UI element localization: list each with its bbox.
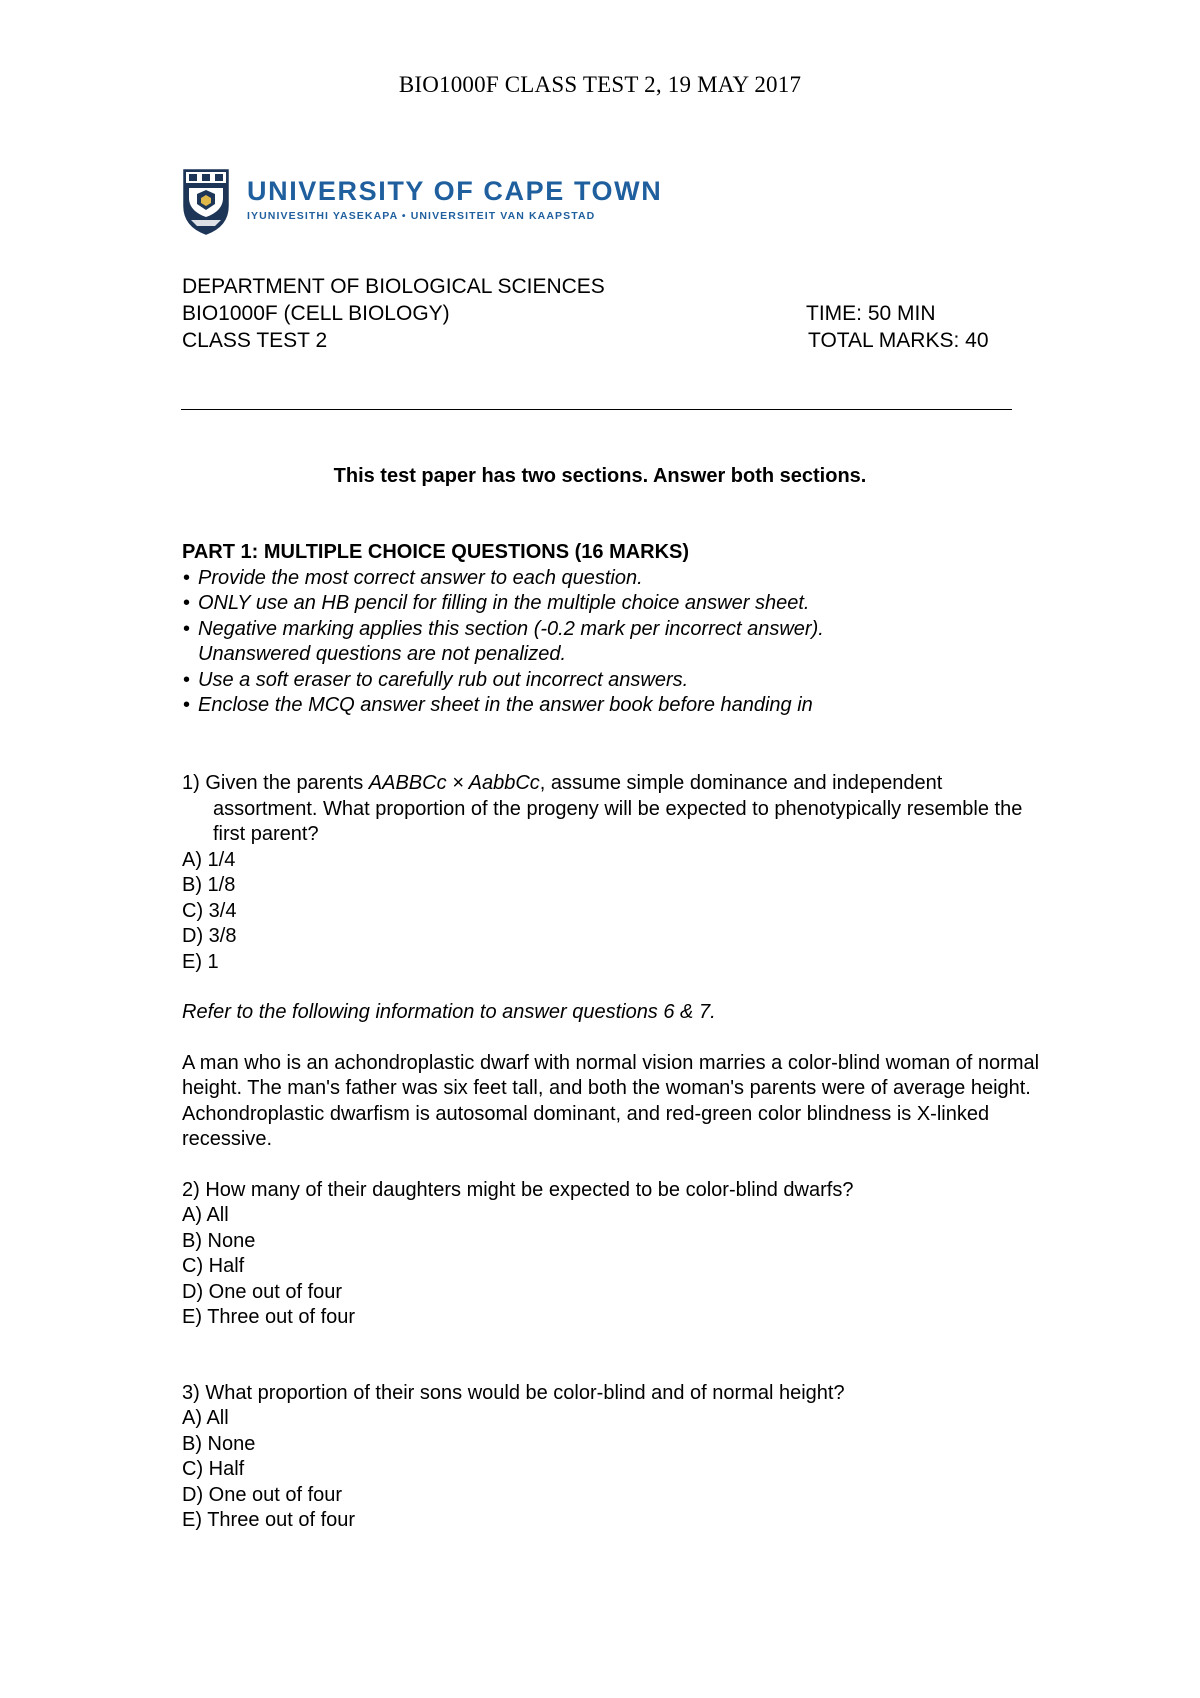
course-info — [182, 273, 1042, 354]
question-1-options — [182, 848, 1042, 976]
university-logo — [181, 168, 663, 236]
option-c: C) 3/4 — [182, 899, 237, 922]
option-d: D) 3/8 — [182, 925, 237, 947]
instruction-bullet: • Use a soft eraser to carefully rub out incorrect answers. — [183, 668, 689, 691]
scenario-text: A man who is an achondroplastic dwarf with normal vision marries a color-blind woman of normal height. The man's father was six feet tall, and both the woman's parents were of average height. Achondroplastic dwarfism is autosomal dominant, and red-green color blindness is X-linked recessive. — [182, 1051, 1040, 1150]
part1-section — [182, 540, 1042, 719]
horizontal-divider — [181, 409, 1012, 410]
instruction-bullet: • ONLY use an HB pencil for filling in the multiple choice answer sheet. — [183, 592, 810, 614]
university-crest-icon — [181, 168, 231, 236]
course-code: BIO1000F (CELL BIOLOGY) — [182, 302, 450, 325]
question-2-options — [182, 1203, 1042, 1331]
reference-note: Refer to the following information to answer questions 6 & 7. — [182, 1001, 716, 1023]
part1-title: PART 1: MULTIPLE CHOICE QUESTIONS (16 MARKS) — [182, 541, 690, 563]
genetic-cross: AABBCc × AabbCc — [368, 772, 540, 794]
question-1-stem: 1) Given the parents AABBCc × AabbCc, assume simple dominance and independent assortment. What proportion of the progeny will be expected to phenotypically resemble the first parent? — [182, 772, 1023, 845]
option-e: E) 1 — [182, 950, 219, 973]
test-time: TIME: 50 MIN — [806, 302, 936, 325]
test-name: CLASS TEST 2 — [182, 329, 328, 352]
part1-instructions — [182, 566, 1042, 719]
running-header: BIO1000F CLASS TEST 2, 19 MAY 2017 — [398, 72, 802, 97]
option-a: A) All — [182, 1204, 229, 1226]
option-a: A) All — [182, 1407, 229, 1429]
question-1 — [182, 771, 1042, 975]
department-name: DEPARTMENT OF BIOLOGICAL SCIENCES — [182, 275, 605, 298]
university-name: UNIVERSITY OF CAPE TOWN — [247, 176, 663, 206]
option-e: E) Three out of four — [182, 1306, 356, 1328]
option-d: D) One out of four — [182, 1483, 343, 1506]
instruction-bullet: • Enclose the MCQ answer sheet in the answer book before handing in — [183, 694, 813, 716]
option-e: E) Three out of four — [182, 1509, 356, 1531]
option-d: D) One out of four — [182, 1280, 343, 1303]
question-2 — [182, 1178, 1042, 1331]
option-a: A) 1/4 — [182, 848, 236, 871]
question-3 — [182, 1381, 1042, 1534]
question-2-stem: 2) How many of their daughters might be expected to be color-blind dwarfs? — [182, 1178, 854, 1201]
university-subtitle: IYUNIVESITHI YASEKAPA • UNIVERSITEIT VAN KAAPSTAD — [247, 210, 596, 222]
questions-area — [182, 771, 1042, 1534]
question-3-stem: 3) What proportion of their sons would be color-blind and of normal height? — [182, 1381, 845, 1404]
instruction-continuation: Unanswered questions are not penalized. — [198, 643, 567, 665]
option-b: B) 1/8 — [182, 874, 236, 896]
option-b: B) None — [182, 1229, 256, 1252]
total-marks: TOTAL MARKS: 40 — [808, 329, 989, 352]
question-3-options — [182, 1406, 1042, 1534]
instruction-bullet: • Negative marking applies this section (-0.2 mark per incorrect answer). Unanswered questions are not penalized. — [183, 617, 824, 665]
option-b: B) None — [182, 1432, 256, 1455]
option-c: C) Half — [182, 1255, 245, 1277]
instruction-bullet: • Provide the most correct answer to each question. — [183, 566, 643, 589]
option-c: C) Half — [182, 1458, 245, 1480]
general-instruction: This test paper has two sections. Answer both sections. — [333, 465, 867, 487]
